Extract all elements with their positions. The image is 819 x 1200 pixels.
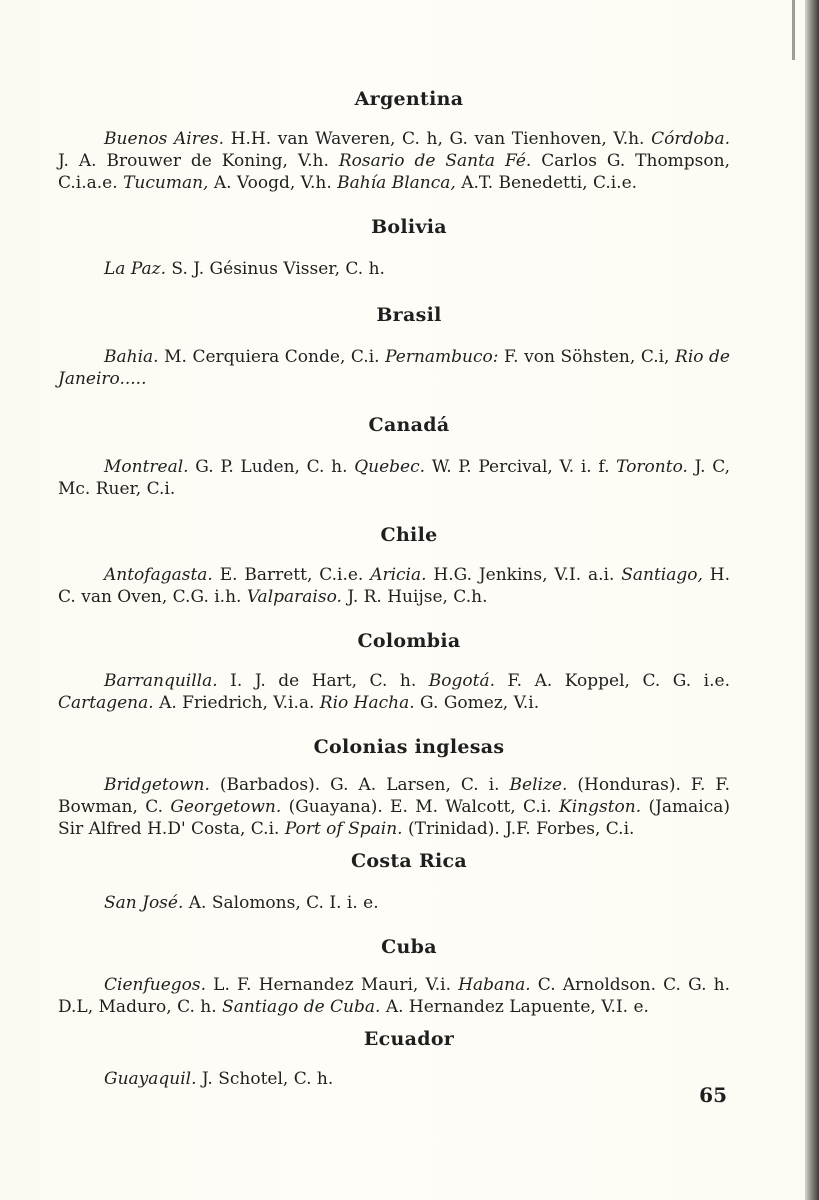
- section-body: [58, 1068, 730, 1090]
- city-name: Rosario de Santa Fé.: [338, 151, 532, 171]
- consul-entry: G. Gomez, V.i.: [414, 693, 540, 713]
- city-name: Rio de Janeiro.....: [58, 347, 730, 389]
- city-name: Bahia.: [104, 347, 159, 367]
- city-name: Bogotá.: [428, 671, 495, 691]
- section-body: [58, 346, 730, 390]
- consul-entry: S. J. Gésinus Visser, C. h.: [166, 259, 385, 279]
- city-name: Santiago,: [621, 565, 703, 585]
- consul-entry: W. P. Percival, V. i. f.: [425, 457, 617, 477]
- city-name: Cienfuegos.: [104, 975, 206, 995]
- book-spine-shadow: [805, 0, 819, 1200]
- consul-entry: F. von Söhsten, C.i,: [498, 347, 676, 367]
- section-heading: Bolivia: [371, 216, 447, 238]
- city-name: Habana.: [458, 975, 531, 995]
- consul-entry: L. F. Hernandez Mauri, V.i.: [206, 975, 459, 995]
- city-name: Kingston.: [559, 797, 642, 817]
- section-heading: Chile: [380, 524, 438, 546]
- consul-entry: I. J. de Hart, C. h.: [217, 671, 429, 691]
- city-name: Valparaiso.: [246, 587, 342, 607]
- consul-entry: C. Arnoldson. C. G. h. D.L, Maduro, C. h.: [58, 975, 731, 1017]
- city-name: Córdoba.: [651, 129, 731, 149]
- city-name: Santiago de Cuba.: [222, 997, 381, 1017]
- city-name: Antofagasta.: [104, 565, 213, 585]
- consul-entry: (Trinidad). J.F. Forbes, C.i.: [402, 819, 635, 839]
- consul-entry: J. Schotel, C. h.: [196, 1069, 334, 1089]
- city-name: La Paz.: [104, 259, 166, 279]
- city-name: Montreal.: [104, 457, 189, 477]
- consul-entry: E. Barrett, C.i.e.: [212, 565, 371, 585]
- section-body: [58, 974, 730, 1018]
- city-name: Quebec.: [354, 457, 426, 477]
- section-heading: Canadá: [368, 414, 450, 436]
- section-chile: [58, 524, 730, 608]
- consul-entry: (Jamaica) Sir Alfred H.D' Costa, C.i.: [58, 797, 731, 839]
- section-heading: Colombia: [357, 630, 461, 652]
- city-name: Georgetown.: [170, 797, 282, 817]
- section-body: [58, 892, 730, 914]
- consul-entry: H.G. Jenkins, V.I. a.i.: [426, 565, 622, 585]
- consul-entry: A. Friedrich, V.i.a.: [153, 693, 320, 713]
- city-name: Toronto.: [616, 457, 688, 477]
- city-name: Aricia.: [370, 565, 427, 585]
- section-body: [58, 128, 730, 194]
- page-edge-mark: [792, 0, 795, 60]
- consul-entry: A.T. Benedetti, C.i.e.: [455, 173, 638, 193]
- section-body: [58, 564, 730, 608]
- section-heading: Ecuador: [363, 1028, 455, 1050]
- consul-entry: G. P. Luden, C. h.: [188, 457, 355, 477]
- page-number: 65: [699, 1083, 727, 1107]
- city-name: Bridgetown.: [104, 775, 210, 795]
- city-name: Cartagena.: [58, 693, 154, 713]
- section-argentina: [58, 88, 730, 194]
- consul-entry: A. Voogd, V.h.: [208, 173, 338, 193]
- city-name: Barranquilla.: [104, 671, 218, 691]
- section-heading: Brasil: [376, 304, 442, 326]
- consul-entry: A. Salomons, C. I. i. e.: [183, 893, 379, 913]
- city-name: Pernambuco:: [385, 347, 499, 367]
- section-bolivia: [58, 216, 730, 280]
- section-canada: [58, 414, 730, 500]
- consul-entry: F. A. Koppel, C. G. i.e.: [494, 671, 730, 691]
- section-body: [58, 670, 730, 714]
- section-body: [58, 456, 730, 500]
- city-name: Buenos Aires.: [104, 129, 225, 149]
- city-name: Bahía Blanca,: [337, 173, 456, 193]
- consul-entry: J. C, Mc. Ruer, C.i.: [58, 457, 731, 499]
- consul-entry: J. A. Brouwer de Koning, V.h.: [58, 151, 339, 171]
- section-ecuador: [58, 1028, 730, 1090]
- city-name: Guayaquil.: [104, 1069, 197, 1089]
- section-colonias-inglesas: [58, 736, 730, 840]
- section-colombia: [58, 630, 730, 714]
- consul-entry: (Guayana). E. M. Walcott, C.i.: [281, 797, 559, 817]
- city-name: Belize.: [509, 775, 568, 795]
- section-body: [58, 258, 730, 280]
- section-brasil: [58, 304, 730, 390]
- section-costa-rica: [58, 850, 730, 914]
- consul-entry: H.H. van Waveren, C. h, G. van Tienhoven, V.h.: [224, 129, 652, 149]
- city-name: San José.: [104, 893, 184, 913]
- section-heading: Costa Rica: [350, 850, 468, 872]
- section-heading: Colonias inglesas: [313, 736, 505, 758]
- consul-entry: (Barbados). G. A. Larsen, C. i.: [209, 775, 510, 795]
- consulate-list: [58, 88, 730, 1090]
- section-cuba: [58, 936, 730, 1018]
- city-name: Port of Spain.: [284, 819, 403, 839]
- city-name: Tucuman,: [123, 173, 209, 193]
- section-heading: Cuba: [381, 936, 437, 958]
- consul-entry: (Honduras). F. F. Bowman, C.: [58, 775, 730, 817]
- consul-entry: M. Cerquiera Conde, C.i.: [158, 347, 386, 367]
- city-name: Rio Hacha.: [319, 693, 415, 713]
- section-heading: Argentina: [354, 88, 464, 110]
- consul-entry: H. C. van Oven, C.G. i.h.: [58, 565, 730, 607]
- consul-entry: A. Hernandez Lapuente, V.I. e.: [380, 997, 649, 1017]
- section-body: [58, 774, 730, 840]
- consul-entry: J. R. Huijse, C.h.: [341, 587, 488, 607]
- consul-entry: Carlos G. Thompson, C.i.a.e.: [58, 151, 730, 193]
